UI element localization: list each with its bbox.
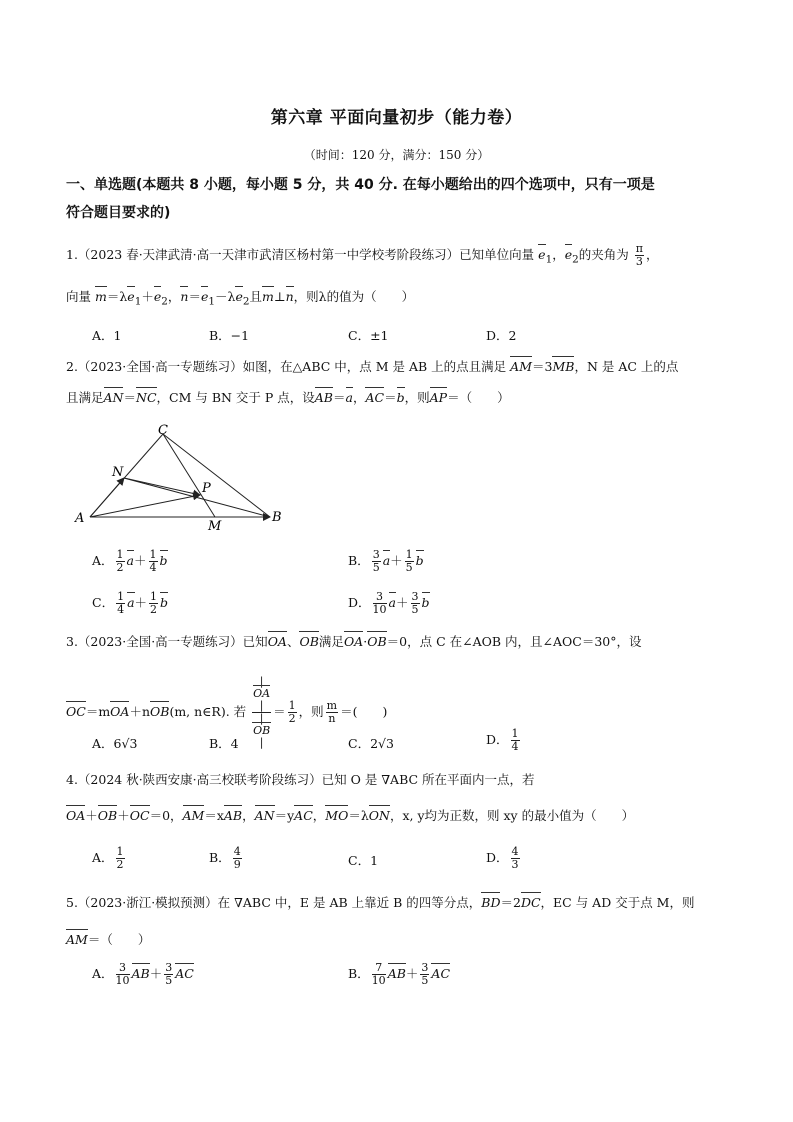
question-5-line1: 5.（2023·浙江·模拟预测）在 ∇ABC 中，E 是 AB 上靠近 B 的四等分点，BD＝2DC，EC 与 AD 交于点 M，则 xyxy=(66,895,695,910)
page-title: 第六章 平面向量初步（能力卷） xyxy=(270,108,523,128)
q5-option-b[interactable]: B． $\frac{7}{10}$ AB＋ $\frac{3}{5}$ AC xyxy=(348,961,451,987)
q3-option-a[interactable]: A．6√3 xyxy=(92,736,138,751)
q4-option-b[interactable]: B． $\frac{4}{9}$ xyxy=(209,845,241,871)
label-n: N xyxy=(112,465,124,480)
question-4-line1: 4.（2024 秋·陕西安康·高三校联考阶段练习）已知 O 是 ∇ABC 所在平面内一点，若 xyxy=(66,772,535,787)
section-heading-line1: 一、单选题(本题共 8 小题，每小题 5 分，共 40 分. 在每小题给出的四个选项中，只有一项是 xyxy=(66,177,655,193)
q2-option-c[interactable]: C． $\frac{1}{4}$ a＋ $\frac{1}{2}$ b xyxy=(92,590,169,616)
question-3-line1: 3.（2023·全国·高一专题练习）已知OA、OB满足OA·OB＝0，点 C 在∠AOB 内，且∠AOC＝30°，设 xyxy=(66,634,642,649)
exam-info: （时间：120 分，满分：150 分） xyxy=(303,148,490,162)
question-5-line2: AM＝（ ） xyxy=(66,932,151,947)
question-1-line2: 向量 $m=\lambda e_1+e_2$，$n=e_1-\lambda e_2$且m⊥n，则λ的值为（ ） xyxy=(66,289,415,308)
q4-option-a[interactable]: A． $\frac{1}{2}$ xyxy=(92,845,124,871)
label-p: P xyxy=(202,481,211,496)
q5-option-a[interactable]: A． $\frac{3}{10}$ AB＋ $\frac{3}{5}$ AC xyxy=(92,961,194,987)
q2-option-a[interactable]: A． $\frac{1}{2}$ a＋ $\frac{1}{4}$ b xyxy=(92,548,168,574)
q4-option-c[interactable]: C．1 xyxy=(348,853,379,868)
section-heading-line2: 符合题目要求的) xyxy=(66,205,171,221)
q3-option-c[interactable]: C．2√3 xyxy=(348,736,394,751)
label-m: M xyxy=(208,519,222,534)
section-heading xyxy=(66,171,736,227)
question-4-line2: OA＋OB＋OC＝0，AM＝xAB，AN＝yAC，MO＝λON，x, y均为正数，则 xy 的最小值为（ ） xyxy=(66,808,635,823)
question-2-line2: 且满足AN＝NC，CM 与 BN 交于 P 点，设AB＝a，AC＝b，则AP＝（ ） xyxy=(66,390,510,405)
question-1-line1: 1.（2023 春·天津武清·高一天津市武清区杨村第一中学校考阶段练习）已知单位向量 $e_1$，$e_2$的夹角为 $\frac{\pi}{3}$ ， xyxy=(66,242,659,268)
q3-option-b[interactable]: B．4 xyxy=(209,736,239,751)
label-c: C xyxy=(158,423,168,438)
q1-option-a[interactable]: A．1 xyxy=(92,328,122,343)
q1-option-b[interactable]: B．−1 xyxy=(209,328,250,343)
label-a: A xyxy=(75,511,85,526)
label-b: B xyxy=(272,510,282,525)
q1-option-c[interactable]: C．±1 xyxy=(348,328,389,343)
q1-option-d[interactable]: D．2 xyxy=(486,328,517,343)
segment-nb xyxy=(124,478,270,517)
triangle-figure xyxy=(70,420,290,535)
question-3-line2: OC＝mOA＋nOB(m, n∈R). 若 | OA | | OB | ＝ $\frac{1}{2}$ ，则 $\frac{m}{n}$ ＝( ) xyxy=(66,675,388,749)
q2-option-d[interactable]: D． $\frac{3}{10}$ a＋ $\frac{3}{5}$ b xyxy=(348,590,430,616)
segment-cb xyxy=(163,434,270,517)
q4-option-d[interactable]: D． $\frac{4}{3}$ xyxy=(486,845,519,871)
q3-option-d[interactable]: D． $\frac{1}{4}$ xyxy=(486,727,519,753)
vector-np xyxy=(124,478,200,495)
question-2-line1: 2.（2023·全国·高一专题练习）如图，在△ABC 中，点 M 是 AB 上的点且满足 AM＝3MB，N 是 AC 上的点 xyxy=(66,359,679,374)
segment-cm xyxy=(163,434,215,517)
q2-option-b[interactable]: B． $\frac{3}{5}$ a＋ $\frac{1}{5}$ b xyxy=(348,548,424,574)
